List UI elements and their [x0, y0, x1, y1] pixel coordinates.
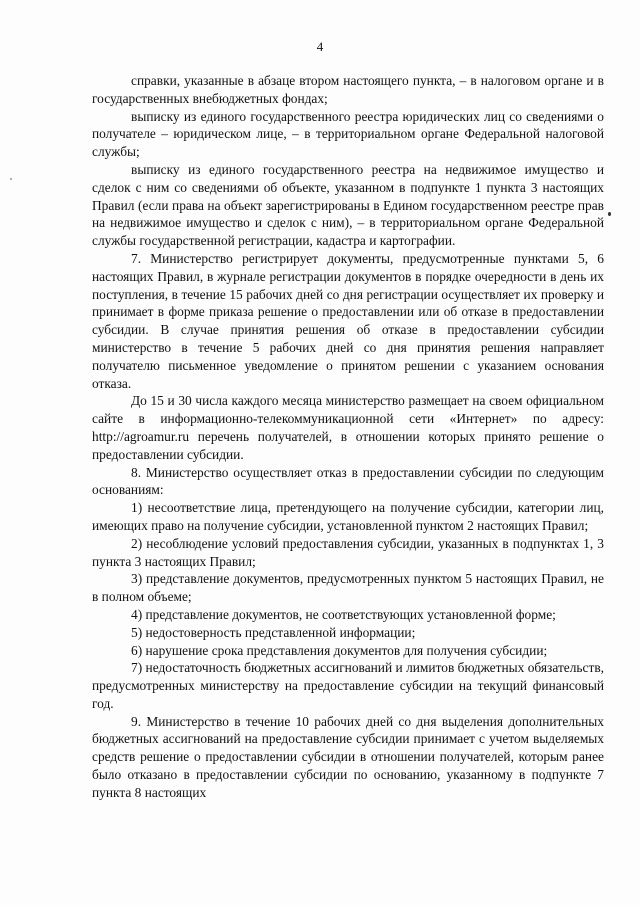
- scan-speck: [10, 178, 12, 180]
- page-number: 4: [316, 39, 324, 54]
- document-body: [92, 72, 604, 802]
- refusal-ground-5: 5) недостоверность представленной информации;: [131, 624, 416, 640]
- refusal-ground-6: 6) нарушение срока представления документов для получения субсидии;: [131, 642, 548, 658]
- paragraph-legal-entity-extract: выписку из единого государственного реестра юридических лиц со сведениями о получателе – юридическом лице, – в территориальном органе Федеральной налоговой службы;: [92, 108, 604, 160]
- scan-speck: [608, 212, 611, 216]
- paragraph-item-9: 9. Министерство в течение 10 рабочих дней со дня выделения дополнительных бюджетных ассигнований на предоставление субсидии принимает с учетом выделяемых средств решение о предоставлении субсидии в отношении получателей, которым ранее было отказано в предоставлении субсидии по основанию, указанному в подпункте 7 пункта 8 настоящих: [92, 713, 604, 800]
- refusal-ground-4: 4) представление документов, не соответствующих установленной форме;: [131, 606, 556, 622]
- paragraph-real-estate-extract: выписку из единого государственного реестра на недвижимое имущество и сделок с ним со сведениями об объекте, указанном в подпункте 1 пункта 3 настоящих Правил (если права на объект зарегистрированы в Едином государственном реестре прав на недвижимое имущество и сделок с ним), – в территориальном органе Федеральной службы государственной регистрации, кадастра и картографии.: [92, 161, 604, 249]
- paragraph-item-7-publication: До 15 и 30 числа каждого месяца министерство размещает на своем официальном сайте в информационно-телекоммуникационной сети «Интернет» по адресу: http://agroamur.ru перечень получателей, в отношении которых принято решение о предоставлении субсидии.: [92, 393, 604, 462]
- paragraph-item-8: 8. Министерство осуществляет отказ в предоставлении субсидии по следующим основаниям:: [92, 464, 604, 498]
- refusal-ground-3: 3) представление документов, предусмотренных пунктом 5 настоящих Правил, не в полном объеме;: [92, 571, 604, 605]
- paragraph-item-7: 7. Министерство регистрирует документы, предусмотренные пунктами 5, 6 настоящих Правил, в журнале регистрации документов в порядке очередности в день их поступления, в течение 15 рабочих дней со дня регистрации осуществляет их проверку и принимает в форме приказа решение о предоставлении или об отказе в предоставлении субсидии. В случае принятия решения об отказе в предоставлении субсидии министерство в течение 5 рабочих дней со дня принятия решения направляет получателю письменное уведомление о принятом решении с указанием основания отказа.: [92, 250, 604, 391]
- paragraph-tax-certificates: справки, указанные в абзаце втором настоящего пункта, – в налоговом органе и в государственных внебюджетных фондах;: [92, 73, 604, 106]
- refusal-ground-2: 2) несоблюдение условий предоставления субсидии, указанных в подпунктах 1, 3 пункта 3 настоящих Правил;: [92, 535, 604, 569]
- refusal-ground-1: 1) несоответствие лица, претендующего на получение субсидии, категории лиц, имеющих право на получение субсидии, установленной пунктом 2 настоящих Правил;: [92, 500, 604, 533]
- refusal-ground-7: 7) недостаточность бюджетных ассигнований и лимитов бюджетных обязательств, предусмотренных министерству на предоставление субсидии на текущий финансовый год.: [92, 660, 604, 711]
